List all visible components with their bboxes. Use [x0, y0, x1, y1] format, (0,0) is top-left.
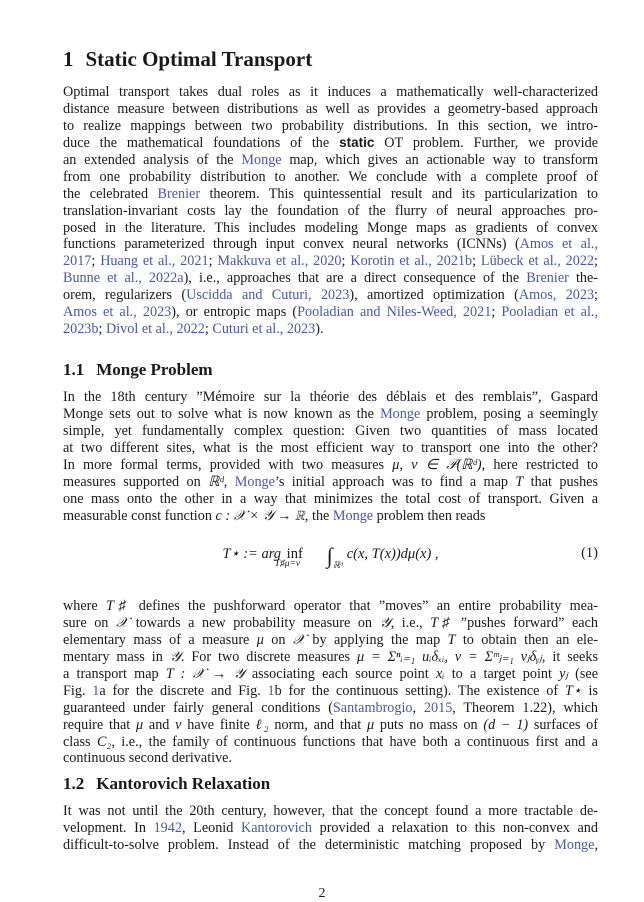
body-text: from one probability distribution to another. We conclude with a complete proof of — [63, 168, 598, 185]
citation-link[interactable]: Amos et al., — [519, 236, 598, 253]
text-line — [63, 406, 598, 423]
text-line — [63, 236, 598, 253]
citation-link[interactable]: 1942 — [153, 819, 182, 836]
body-text: problem, posing a seemingly — [420, 405, 598, 422]
body-text: (see — [567, 665, 599, 682]
body-text: , i.e., the family of continuous functions that have both a continuous first and a — [111, 733, 598, 750]
subsection-number: 1.2 — [63, 774, 85, 793]
citation-link[interactable]: Huang et al., 2021 — [100, 253, 209, 270]
body-text: defines the pushforward operator that ”moves” an entire probability mea- — [130, 598, 598, 614]
body-text: simple, yet fundamentally complex question: Given two quantities of mass located — [63, 422, 598, 439]
body-text: orem, regularizers ( — [63, 287, 187, 304]
text-line — [63, 440, 598, 457]
inf-subscript: T♯μ=ν — [274, 559, 301, 569]
text-line — [63, 152, 598, 169]
body-text: class — [63, 733, 97, 750]
body-text: posed in the literature. This includes modeling Monge maps as gradients of convex — [63, 219, 598, 236]
page-number: 2 — [318, 886, 326, 901]
body-text: to a target point — [444, 665, 560, 682]
body-text: an extended analysis of the — [63, 151, 242, 168]
citation-link[interactable]: Monge — [234, 473, 275, 490]
body-text: difficult-to-solve problem. Instead of the deterministic matching proposed by — [63, 836, 555, 853]
body-text: the- — [568, 270, 598, 287]
body-text: In more formal terms, provided with two measures — [63, 456, 393, 473]
body-text: on — [263, 631, 293, 648]
citation-link[interactable]: Makkuva et al., 2020 — [217, 253, 342, 270]
body-text: problem then reads — [373, 507, 486, 524]
body-text: ; — [204, 321, 213, 338]
body-text: at two different sites, what is the most efficient way to transport one into the other? — [63, 439, 598, 456]
citation-link[interactable]: Lübeck et al., 2022 — [480, 253, 595, 270]
text-line — [63, 683, 598, 700]
inline-math: C₂ — [96, 733, 112, 750]
inline-math: T♯ — [430, 614, 454, 631]
text-line — [63, 304, 598, 321]
body-text: ). — [315, 321, 324, 338]
citation-link[interactable]: Bunne et al., 2022a — [63, 270, 184, 287]
body-text: to obtain then an ele- — [455, 631, 598, 648]
body-text: It was not until the 20th century, however, that the concept found a more tractable de- — [63, 803, 598, 819]
citation-link[interactable]: Brenier — [526, 270, 569, 287]
section-number: 1 — [63, 47, 74, 71]
body-text: ; — [98, 321, 106, 338]
text-line — [63, 203, 598, 220]
inline-math: (d − 1) — [483, 716, 529, 733]
text-line — [63, 508, 598, 525]
body-text: guaranteed under fairly general conditions ( — [63, 699, 333, 716]
citation-link[interactable]: Kantorovich — [241, 819, 312, 836]
citation-link[interactable]: 1 — [92, 682, 100, 699]
equation-1 — [63, 537, 598, 571]
inline-math: 𝒳 — [292, 631, 306, 648]
body-text: , Theorem 1.22), which — [452, 699, 598, 716]
text-line — [63, 389, 598, 406]
body-text: ), or entropic maps ( — [171, 304, 298, 321]
text-line — [63, 837, 598, 854]
text-line — [63, 321, 598, 338]
body-text: , — [594, 836, 598, 853]
body-text: ), amortized optimization ( — [349, 287, 519, 304]
inline-math: 𝒴 — [379, 614, 391, 631]
body-text: , it seeks — [541, 648, 598, 665]
body-text: Fig. — [63, 682, 93, 699]
inline-math: T — [515, 473, 524, 490]
body-text: , — [412, 699, 424, 716]
equation-body — [63, 543, 598, 571]
body-text: and — [143, 716, 176, 733]
equation-integrand: c(x, T(x))dμ(x) , — [346, 546, 439, 562]
text-line — [63, 700, 598, 717]
text-line — [63, 186, 598, 203]
text-line — [63, 287, 598, 304]
text-line — [63, 649, 598, 666]
text-line — [63, 491, 598, 508]
integral-domain: ℝᵈ — [332, 560, 343, 570]
body-text: towards a new probability measure on — [128, 614, 380, 631]
citation-link[interactable]: 2023b — [63, 321, 99, 338]
body-text: , Leonid — [181, 819, 242, 836]
citation-link[interactable]: Brenier — [157, 185, 201, 202]
monge-paragraph — [63, 389, 598, 525]
citation-link[interactable]: Uscidda and Cuturi, 2023 — [186, 287, 350, 304]
text-line — [63, 169, 598, 186]
body-text: the celebrated — [63, 185, 158, 202]
body-text: sure on — [63, 614, 116, 631]
text-line — [63, 632, 598, 649]
body-text: ; — [208, 253, 218, 270]
citation-link[interactable]: Korotin et al., 2021b — [350, 253, 473, 270]
inline-math: c : 𝒳 × 𝒴 → ℝ — [215, 507, 305, 524]
body-text: ; — [594, 253, 598, 270]
body-text: . For two discrete measures — [180, 648, 358, 665]
body-text: measures supported on — [63, 473, 209, 490]
inline-math: T♯ — [105, 598, 131, 614]
body-text: In the 18th century ”Mémoire sur la théorie des déblais et des remblais”, Gaspard — [63, 389, 598, 405]
body-text: theorem. This quintessential result and its particularization to — [200, 185, 598, 202]
text-line — [63, 598, 598, 615]
body-text: where — [63, 598, 106, 614]
text-line — [63, 615, 598, 632]
equation-number: (1) — [581, 545, 598, 561]
body-text: ’s initial approach was to find a map — [274, 473, 516, 490]
body-text: translation-invariant costs lay the foundation of the flurry of neural approaches pro- — [63, 202, 598, 219]
inline-math: μ — [136, 716, 144, 733]
body-text: a transport map — [63, 665, 166, 682]
citation-link[interactable]: Pooladian and Niles-Weed, 2021 — [297, 304, 492, 321]
intro-paragraph — [63, 84, 598, 338]
inline-math: yⱼ — [559, 665, 568, 682]
text-line — [63, 666, 598, 683]
text-line — [63, 135, 598, 152]
text-line — [63, 474, 598, 491]
section-title: Static Optimal Transport — [85, 47, 313, 71]
citation-link[interactable]: Divol et al., 2022 — [105, 321, 205, 338]
citation-link[interactable]: Monge — [554, 836, 595, 853]
body-text: measurable const function — [63, 507, 216, 524]
body-text: OT problem. Further, we provide — [374, 134, 598, 151]
inf-operator: inf — [286, 546, 303, 562]
inline-math: μ, ν ∈ 𝒫(ℝᵈ) — [392, 456, 482, 473]
text-line — [63, 457, 598, 474]
body-text: duce the mathematical foundations of the — [63, 134, 340, 151]
integral-sign: ∫ — [326, 543, 333, 568]
citation-link[interactable]: 2017 — [63, 253, 92, 270]
text-line — [63, 118, 598, 135]
inline-math: ℓ₂ — [255, 716, 269, 733]
body-text: is — [581, 682, 598, 699]
inline-math: ν — [175, 716, 182, 733]
subsection-title: Kantorovich Relaxation — [96, 774, 271, 793]
citation-link[interactable]: Pooladian et al., — [501, 304, 599, 321]
pushforward-paragraph — [63, 598, 598, 767]
body-text: continuous second derivative. — [63, 750, 233, 767]
body-text: provided a relaxation to this non-convex and — [311, 819, 598, 836]
equation-lhs: T⋆ := arg — [222, 546, 282, 562]
inline-math: T : 𝒳 → 𝒴 — [165, 665, 245, 682]
inline-math: T — [447, 631, 456, 648]
body-text: mentary mass in — [63, 648, 170, 665]
body-text: , i.e., — [390, 614, 431, 631]
body-text: Monge sets out to solve what is now known as the — [63, 405, 381, 422]
text-line — [63, 750, 598, 767]
inline-math: xᵢ — [435, 665, 445, 682]
subsection-title: Monge Problem — [96, 360, 213, 379]
citation-link[interactable]: Amos et al., 2023 — [63, 304, 172, 321]
body-text: elementary mass of a measure — [63, 631, 257, 648]
body-text: require that — [63, 716, 136, 733]
kantorovich-paragraph — [63, 803, 598, 854]
inline-math: μ — [366, 716, 375, 733]
body-text: , here restricted to — [481, 456, 598, 473]
body-text: to realize mappings between two probability distributions. In this section, we intro- — [63, 117, 598, 134]
citation-link[interactable]: 2015 — [423, 699, 453, 716]
body-text: ; — [341, 253, 351, 270]
text-line — [63, 270, 598, 287]
body-text: map, which gives an actionable way to transform — [281, 151, 598, 168]
subsection-heading-monge — [63, 360, 598, 380]
citation-link[interactable]: Amos, 2023 — [518, 287, 595, 304]
text-line — [63, 220, 598, 237]
inline-math: 𝒴 — [169, 648, 181, 665]
inline-math: T⋆ — [564, 682, 582, 699]
body-text: that pushes — [523, 473, 598, 490]
inline-math: 𝒳 — [115, 614, 129, 631]
body-text: velopment. In — [63, 819, 154, 836]
citation-link[interactable]: Monge — [380, 405, 421, 422]
body-text: ; — [594, 287, 598, 304]
body-text: distance measure between distributions as well as provides a geometry-based approach — [63, 100, 598, 117]
text-line — [63, 253, 598, 270]
body-text: have finite — [181, 716, 256, 733]
body-text: norm, and that — [268, 716, 367, 733]
body-text: functions parameterized through input convex neural networks (ICNNs) ( — [63, 236, 520, 253]
text-line — [63, 820, 598, 837]
text-line — [63, 734, 598, 751]
text-line — [63, 84, 598, 101]
body-text: puts no mass on — [374, 716, 484, 733]
citation-link[interactable]: Monge — [332, 507, 374, 524]
body-text: , the — [304, 507, 333, 524]
inline-math: μ — [256, 631, 264, 648]
inline-math: ℝᵈ — [208, 473, 224, 490]
body-text: by applying the map — [305, 631, 448, 648]
body-text: ), i.e., approaches that are a direct consequence of the — [183, 270, 527, 287]
inline-math: μ = Σⁿᵢ₌₁ uᵢδₓᵢ, ν = Σᵐⱼ₌₁ vⱼδᵧⱼ — [357, 648, 542, 665]
equation-inf — [274, 546, 303, 569]
text-line — [63, 101, 598, 118]
text-line — [63, 717, 598, 734]
body-text: b for the continuous setting). The existence of — [274, 682, 565, 699]
body-text: one mass onto the other in a way that minimizes the total cost of transport. Given a — [63, 490, 598, 507]
body-text: surfaces of — [528, 716, 598, 733]
text-line — [63, 803, 598, 820]
subsection-number: 1.1 — [63, 360, 85, 379]
body-text: associating each source point — [244, 665, 436, 682]
subsection-heading-kantorovich — [63, 774, 598, 794]
citation-link[interactable]: Cuturi et al., 2023 — [212, 321, 316, 338]
text-line — [63, 423, 598, 440]
body-text: Optimal transport takes dual roles as it induces a mathematically well-characterized — [63, 84, 598, 100]
body-text: ; — [491, 304, 502, 321]
section-heading — [63, 47, 598, 72]
emphasis-text: static — [339, 134, 375, 150]
body-text: ”pushes forward” each — [453, 614, 598, 631]
citation-link[interactable]: 1 — [267, 682, 275, 699]
body-text: , — [223, 473, 235, 490]
body-text: ; — [472, 253, 481, 270]
body-text: ; — [91, 253, 101, 270]
citation-link[interactable]: Monge — [241, 151, 282, 168]
body-text: a for the discrete and Fig. — [99, 682, 268, 699]
citation-link[interactable]: Santambrogio — [332, 699, 413, 716]
